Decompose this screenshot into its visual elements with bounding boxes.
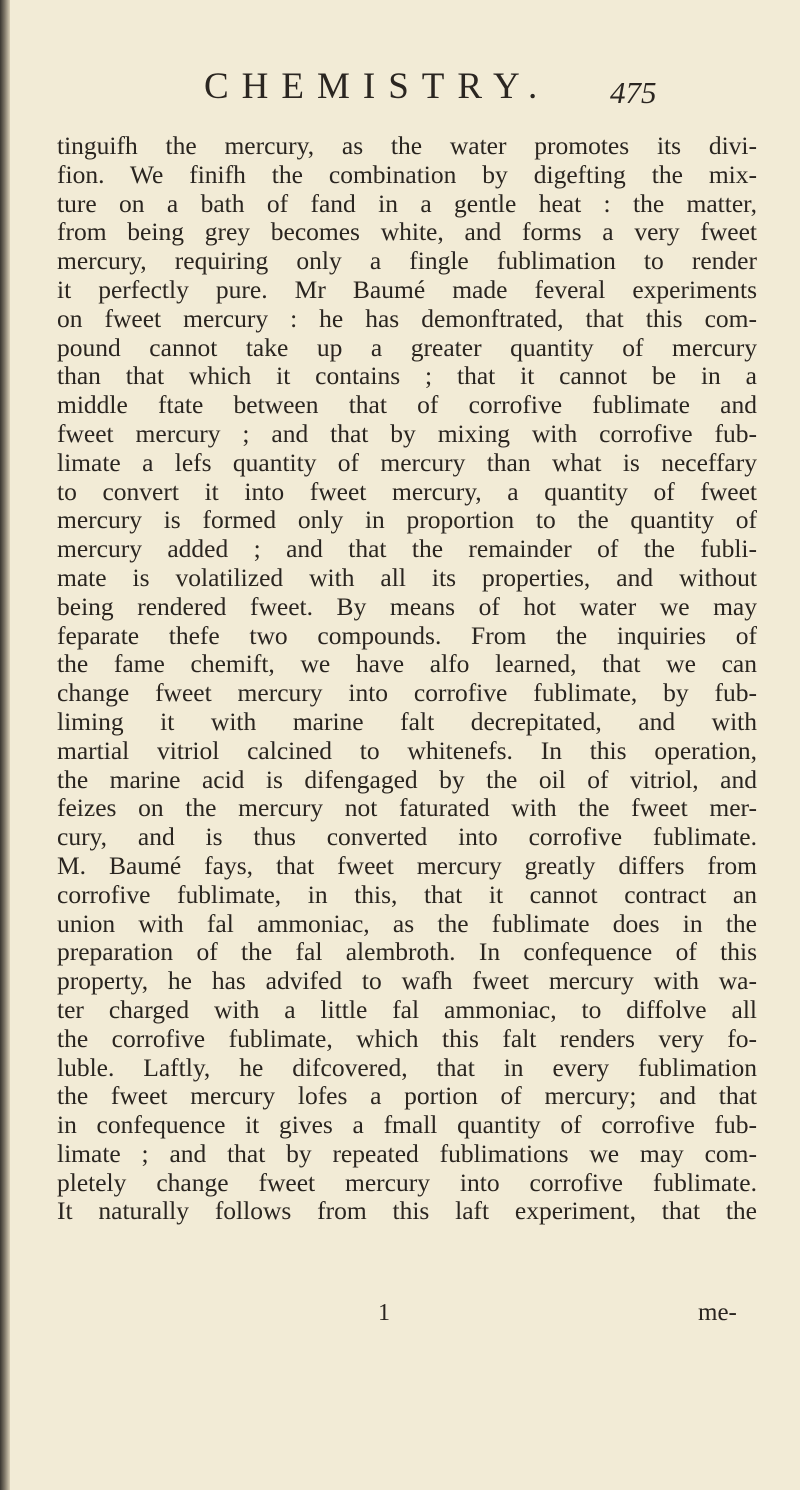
text-line: ture on a bath of fand in a gentle heat : the matter, (57, 188, 757, 218)
text-line: luble. Laftly, he difcovered, that in every fublimation (57, 1052, 757, 1082)
text-line: the corrofive fublimate, which this falt renders very fo- (57, 1023, 757, 1053)
page-number: 475 (610, 75, 657, 110)
text-line: middle ftate between that of corrofive fublimate and (57, 390, 757, 420)
text-line: mercury is formed only in proportion to the quantity of (57, 505, 757, 535)
text-line: limate ; and that by repeated fublimations we may com- (57, 1138, 757, 1168)
page-footer (0, 1297, 800, 1329)
text-line: it perfectly pure. Mr Baumé made feveral experiments (57, 274, 757, 304)
text-line: mercury added ; and that the remainder of the fubli- (57, 534, 757, 564)
text-line: the fame chemift, we have alfo learned, that we can (57, 649, 757, 679)
text-line: to convert it into fweet mercury, a quantity of fweet (57, 476, 757, 506)
running-title: CHEMISTRY. (204, 66, 551, 107)
text-line: union with fal ammoniac, as the fublimate does in the (57, 908, 757, 938)
text-line: than that which it contains ; that it cannot be in a (57, 361, 757, 391)
text-line: preparation of the fal alembroth. In confequence of this (57, 937, 757, 967)
text-line: the marine acid is difengaged by the oil of vitriol, and (57, 764, 757, 794)
text-line: being rendered fweet. By means of hot water we may (57, 591, 757, 621)
signature-mark: 1 (378, 1300, 390, 1326)
text-line: the fweet mercury lofes a portion of mercury; and that (57, 1081, 757, 1111)
text-line: fweet mercury ; and that by mixing with corrofive fub- (57, 418, 757, 448)
text-line: martial vitriol calcined to whitenefs. In this operation, (57, 735, 757, 765)
text-line: ter charged with a little fal ammoniac, to diffolve all (57, 994, 757, 1024)
text-line: feizes on the mercury not faturated with the fweet mer- (57, 793, 757, 823)
text-line: property, he has advifed to wafh fweet mercury with wa- (57, 966, 757, 996)
text-line: It naturally follows from this laft experiment, that the (57, 1196, 757, 1226)
text-line: tinguifh the mercury, as the water promotes its divi- (57, 131, 757, 160)
text-line: fion. We finifh the combination by digefting the mix- (57, 159, 757, 189)
body-text (57, 132, 757, 1226)
running-head (0, 62, 800, 112)
text-line: pletely change fweet mercury into corrofive fublimate. (57, 1167, 757, 1197)
text-line: feparate thefe two compounds. From the inquiries of (57, 620, 757, 650)
text-line: mercury, requiring only a fingle fublimation to render (57, 246, 757, 276)
text-line: pound cannot take up a greater quantity of mercury (57, 332, 757, 362)
text-line: from being grey becomes white, and forms a very fweet (57, 217, 757, 247)
text-line: cury, and is thus converted into corrofive fublimate. (57, 822, 757, 852)
text-line: liming it with marine falt decrepitated, and with (57, 706, 757, 736)
text-line: corrofive fublimate, in this, that it cannot contract an (57, 879, 757, 909)
text-line: on fweet mercury : he has demonftrated, that this com- (57, 303, 757, 333)
text-line: mate is volatilized with all its properties, and without (57, 562, 757, 592)
text-line: limate a lefs quantity of mercury than what is neceffary (57, 447, 757, 477)
text-line: M. Baumé fays, that fweet mercury greatly differs from (57, 850, 757, 880)
text-line: change fweet mercury into corrofive fublimate, by fub- (57, 678, 757, 708)
catchword: me- (698, 1299, 737, 1326)
text-line: in confequence it gives a fmall quantity of corrofive fub- (57, 1110, 757, 1140)
